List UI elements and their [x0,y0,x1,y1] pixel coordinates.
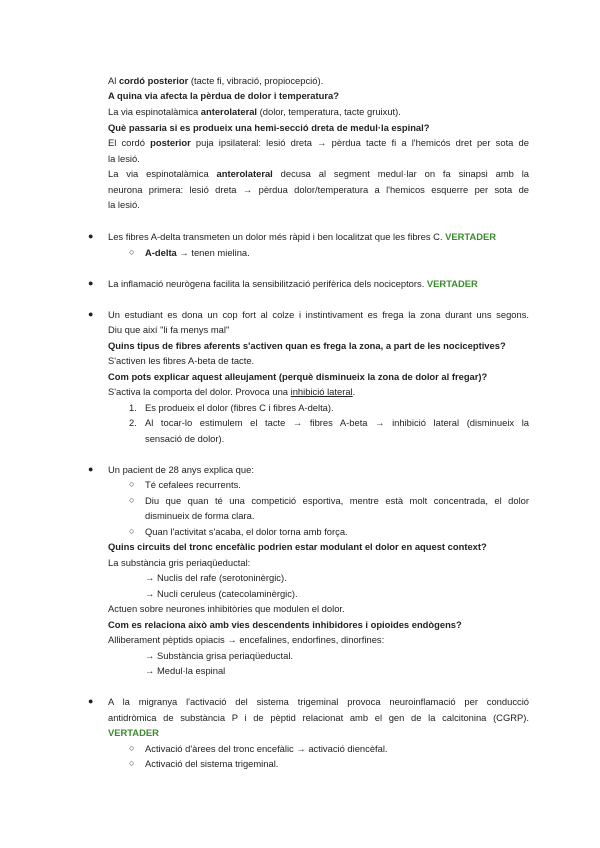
sub-list-item: Té cefalees recurrents. [145,479,241,490]
verdict-label: VERTADER [108,727,159,738]
bullet-icon: ● [88,278,94,288]
text-line: S'activen les fibres A-beta de tacte. [108,355,255,366]
bullet-icon: ● [88,464,94,474]
question-heading: Quins circuits del tronc encefàlic podrien estar modulant el dolor en aquest context? [108,541,487,552]
list-item: Un pacient de 28 anys explica que: [108,464,254,475]
bullet-icon: ● [88,696,94,706]
arrow-item: → Nuclis del rafe (serotoninèrgic). [145,572,287,583]
sub-bullet-icon: ○ [129,758,135,768]
question-heading: A quina via afecta la pèrdua de dolor i temperatura? [108,90,339,101]
sub-bullet-icon: ○ [129,247,135,257]
sub-list-item: Activació d'àrees del tronc encefàlic → activació diencèfal. [145,743,388,754]
sub-list-item: A-delta → tenen mielina. [145,247,250,258]
sub-bullet-icon: ○ [129,526,135,536]
text-line: El cordó posterior puja ipsilateral: lesió dreta → pèrdua tacte fi a l'hemicós dret per sota de [108,137,529,148]
numbered-marker: 1. [129,402,137,413]
text-line: La substància gris periaqüeductal: [108,557,251,568]
list-item: A la migranya l'activació del sistema trigeminal provoca neuroinflamació per conducció [108,696,529,707]
sub-list-item: Diu que quan té una competició esportiva, mentre està molt concentrada, el dolor [145,495,529,506]
text-line: Diu que així "li fa menys mal" [108,324,230,335]
text-line: Al cordó posterior (tacte fi, vibració, propiocepció). [108,75,324,86]
text-line: La via espinotalàmica anterolateral (dolor, temperatura, tacte gruixut). [108,106,401,117]
question-heading: Com pots explicar aquest alleujament (perquè disminueix la zona de dolor al fregar)? [108,371,488,382]
text-line: la lesió. [108,153,140,164]
text-line: S'activa la comporta del dolor. Provoca una inhibició lateral. [108,386,356,397]
text-line: neurona primera: lesió dreta → pèrdua dolor/temperatura a l'hemicos esquerre per sota de [108,184,529,195]
numbered-item: Es produeix el dolor (fibres C i fibres A-delta). [145,402,334,413]
sub-bullet-icon: ○ [129,479,135,489]
arrow-item: → Medul·la espinal [145,665,226,676]
question-heading: Com es relaciona això amb vies descendents inhibidores i opioides endògens? [108,619,462,630]
inhibicio-lateral-link: inhibició lateral [290,386,353,397]
list-item: Les fibres A-delta transmeten un dolor més ràpid i ben localitzat que les fibres C. VERTADER [108,231,497,242]
text-line: la lesió. [108,199,140,210]
arrow-item: → Substància grisa periaqüeductal. [145,650,294,661]
text-line: Actuen sobre neurones inhibitòries que modulen el dolor. [108,603,345,614]
bullet-icon: ● [88,231,94,241]
list-item: Un estudiant es dona un cop fort al colze i instintivament es frega la zona durant uns segons. [108,309,529,320]
numbered-marker: 2. [129,417,137,428]
numbered-item: Al tocar-lo estimulem el tacte → fibres A-beta → inhibició lateral (disminueix la [145,417,529,428]
sub-bullet-icon: ○ [129,743,135,753]
question-heading: Quins tipus de fibres aferents s'activen quan es frega la zona, a part de les nociceptives? [108,340,506,351]
text-line: antidròmica de substància P i de pèptid relacionat amb el gen de la calcitonina (CGRP). [108,712,529,723]
arrow-item: → Nucli ceruleus (catecolaminèrgic). [145,588,298,599]
list-item: La inflamació neurògena facilita la sensibilització perifèrica dels nociceptors. VERTADER [108,278,478,289]
text-line: La via espinotalàmica anterolateral decusa al segment medul·lar on fa sinapsi amb la [108,168,529,179]
text-line: disminueix de forma clara. [145,510,255,521]
text-line: sensació de dolor). [145,433,225,444]
sub-list-item: Activació del sistema trigeminal. [145,758,279,769]
question-heading: Què passaria si es produeix una hemi-secció dreta de medul·la espinal? [108,122,430,133]
bullet-icon: ● [88,309,94,319]
sub-list-item: Quan l'activitat s'acaba, el dolor torna amb força. [145,526,348,537]
sub-bullet-icon: ○ [129,495,135,505]
text-line: Alliberament pèptids opiacis → encefalines, endorfines, dinorfines: [108,634,385,645]
